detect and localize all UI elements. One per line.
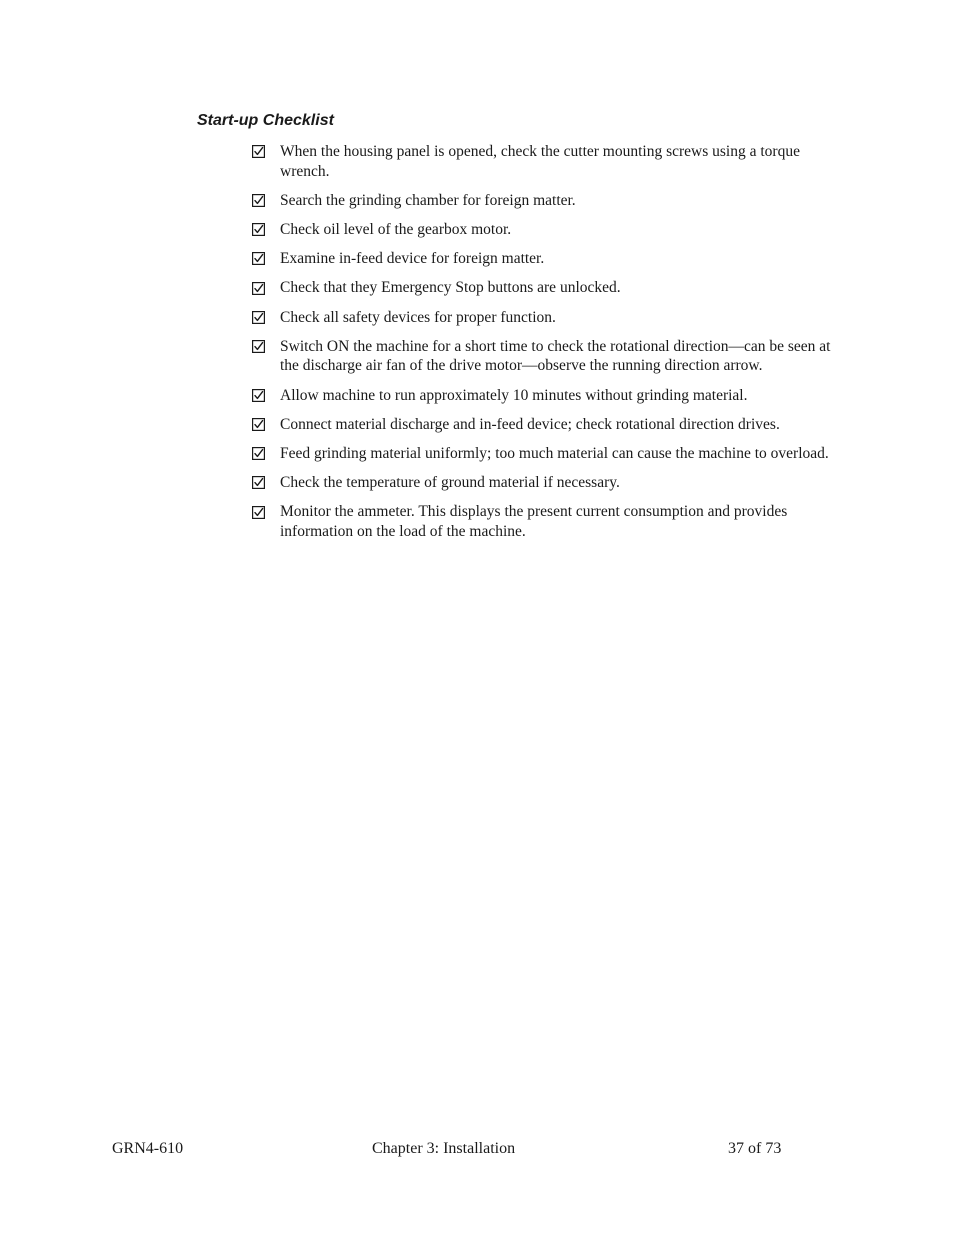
checklist-item-text: Monitor the ammeter. This displays the present current consumption and provides information on the load of the machine. — [280, 503, 788, 540]
checked-box-icon — [252, 502, 267, 522]
checklist-item — [252, 473, 844, 493]
checklist-item-text: Check all safety devices for proper function. — [280, 308, 556, 326]
checklist-item — [252, 415, 844, 435]
checked-box-icon — [252, 249, 267, 269]
checklist-item — [252, 249, 844, 269]
checklist-item — [252, 502, 844, 541]
checklist-item-text: Check the temperature of ground material if necessary. — [280, 474, 620, 492]
checked-box-icon — [252, 308, 267, 328]
checklist-item-text: Connect material discharge and in-feed device; check rotational direction drives. — [280, 415, 780, 433]
checklist-item — [252, 444, 844, 464]
checked-box-icon — [252, 191, 267, 211]
page-footer — [0, 1139, 954, 1159]
checked-box-icon — [252, 337, 267, 357]
checklist-item-text: Check oil level of the gearbox motor. — [280, 220, 512, 238]
checked-box-icon — [252, 142, 267, 162]
footer-page-number: 37 of 73 — [728, 1140, 782, 1157]
checked-box-icon — [252, 415, 267, 435]
checklist-item — [252, 308, 844, 328]
checklist-item — [252, 142, 844, 181]
checklist-item — [252, 220, 844, 240]
checklist-item-text: Allow machine to run approximately 10 minutes without grinding material. — [280, 386, 748, 404]
footer-chapter: Chapter 3: Installation — [372, 1140, 516, 1157]
checklist-item-text: Feed grinding material uniformly; too much material can cause the machine to overload. — [280, 444, 829, 462]
checked-box-icon — [252, 473, 267, 493]
startup-checklist — [252, 142, 844, 551]
checklist-item — [252, 191, 844, 211]
checklist-item-text: Switch ON the machine for a short time to check the rotational direction—can be seen at the discharge air fan of the drive motor—observe the running direction arrow. — [280, 337, 831, 375]
checklist-item-text: When the housing panel is opened, check the cutter mounting screws using a torque wrench. — [280, 143, 800, 180]
checked-box-icon — [252, 444, 267, 464]
section-title: Start-up Checklist — [197, 112, 334, 129]
checklist-item-text: Examine in-feed device for foreign matter. — [280, 250, 545, 268]
checked-box-icon — [252, 220, 267, 240]
checked-box-icon — [252, 386, 267, 406]
checklist-item-text: Search the grinding chamber for foreign matter. — [280, 191, 576, 209]
checklist-item — [252, 278, 844, 298]
checklist-item — [252, 386, 844, 406]
checklist-item — [252, 337, 844, 376]
checklist-item-text: Check that they Emergency Stop buttons are unlocked. — [280, 279, 621, 297]
footer-document-id: GRN4-610 — [112, 1140, 184, 1157]
checked-box-icon — [252, 278, 267, 298]
